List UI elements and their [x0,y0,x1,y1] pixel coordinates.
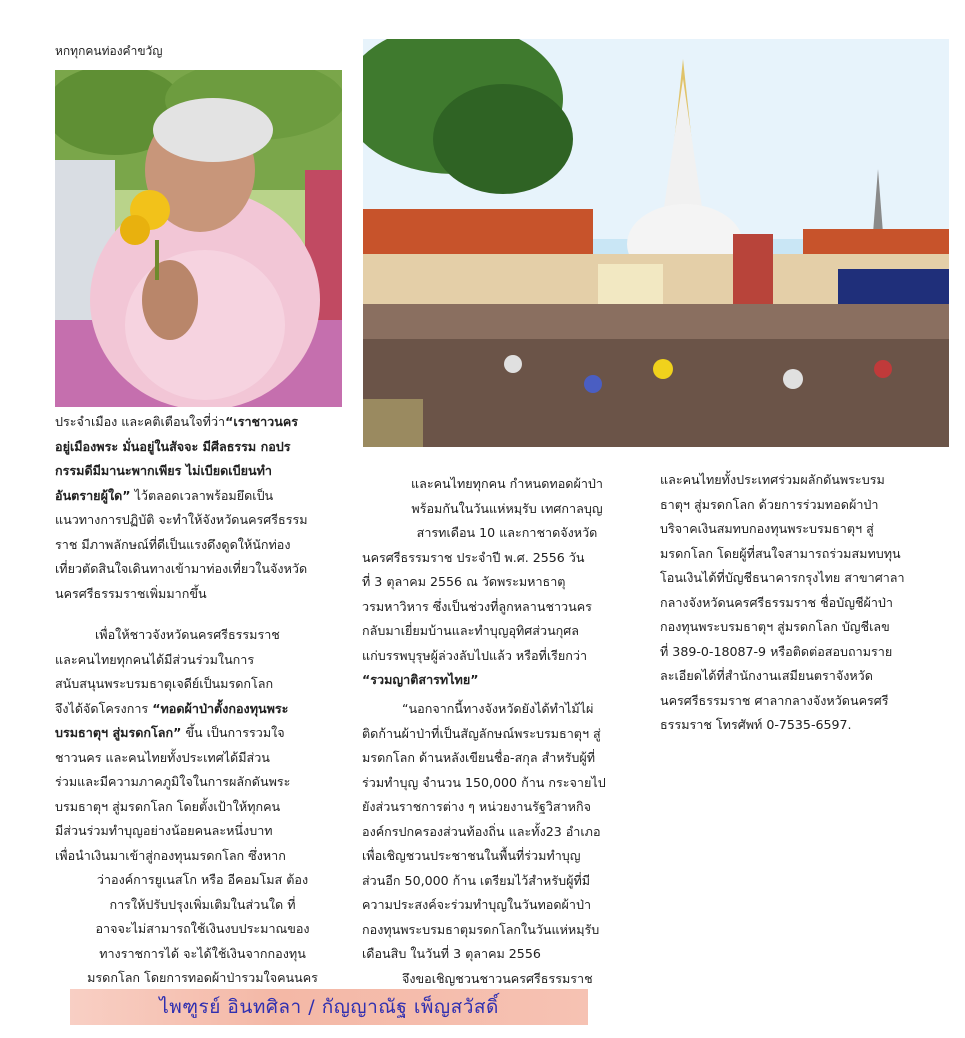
author-byline [70,989,588,1025]
motto-start: “เราชาวนคร [225,414,299,429]
text-line: กลางจังหวัดนครศรีธรรมราช ชื่อบัญชีผ้าป่า [660,594,894,610]
text-line: และคนไทยทั้งประเทศร่วมผลักดันพระบรม [660,472,885,487]
text-line: กองทุนพระบรมธาตุมรดกโลกในวันแห่หมฺรับ [362,921,600,937]
text-line: ไว้ตลอดเวลาพร้อมยึดเป็น [130,487,274,503]
text-line: อาจจะไม่สามารถใช้เงินงบประมาณของ [95,921,310,936]
text-line: ติดก้านผ้าป่าที่เป็นสัญลักษณ์พระบรมธาตุฯ สู่ [362,725,601,741]
text-line: ที่ 389-0-18087-9 หรือติดต่อสอบถามราย [660,643,893,659]
motto-line: อยู่เมืองพระ มั่นอยู่ในสัจจะ มีศีลธรรม กอปร [55,438,291,454]
motto-end: อันตรายผู้ใด” [55,487,131,503]
text-line: เพื่อให้ชาวจังหวัดนครศรีธรรมราช [95,627,280,642]
text-line: ว่าองค์การยูเนสโก หรือ อีคอมโมส ต้อง [96,872,309,887]
text-line: พร้อมกันในวันแห่หมฺรับ เทศกาลบุญ [411,500,603,516]
text-line: นครศรีธรรมราช ศาลากลางจังหวัดนครศรี [660,692,889,708]
column-3 [660,468,955,738]
text-line: เพื่อนำเงินมาเข้าสู่กองทุนมรดกโลก ซึ่งหาก [55,847,286,863]
text-line: บริจาคเงินสมทบกองทุนพระบรมธาตุฯ สู่ [660,521,874,536]
column-2-top [362,472,652,693]
text-line: เดือนสิบ ในวันที่ 3 ตุลาคม 2556 [362,946,541,961]
motto-line: กรรมดีมีมานะพากเพียร ไม่เบียดเบียนทำ [55,463,272,478]
text-line: แก่บรรพบุรุษผู้ล่วงลับไปแล้ว หรือที่เรียกว่า [362,647,588,663]
text-line: และคนไทยทุกคนได้มีส่วนร่วมในการ [55,651,255,667]
column-1-top [55,410,350,606]
byline-text: ไพฑูรย์ อินทศิลา / กัญญาณัฐ เพ็ญสวัสดิ์ [159,996,499,1018]
text-line: องค์กรปกครองส่วนท้องถิ่น และทั้ง23 อำเภอ [362,823,601,839]
text-line: มรดกโลก โดยการทอดผ้าป่ารวมใจคนนคร [87,970,318,985]
project-title: “ทอดผ้าป่าตั้งกองทุนพระ [152,700,289,716]
text-line: จึงขอเชิญชวนชาวนครศรีธรรมราช [402,970,593,986]
text-line: นครศรีธรรมราช ประจำปี พ.ศ. 2556 วัน [362,549,585,565]
text-line: ชาวนคร และคนไทยทั้งประเทศได้มีส่วน [55,749,270,765]
elderly-woman-praying-photo [55,70,342,407]
text-line: โอนเงินได้ที่บัญชีธนาคารกรุงไทย สาขาศาลา [660,570,905,585]
text-line: แนวทางการปฏิบัติ จะทำให้จังหวัดนครศรีธรรม [55,512,308,527]
text-line: เพื่อเชิญชวนประชาชนในพื้นที่ร่วมทำบุญ [362,848,581,863]
text-line: กลับมาเยี่ยมบ้านและทำบุญอุทิศส่วนกุศล [362,623,580,638]
text-line: “นอกจากนี้ทางจังหวัดยังได้ทำไม้ไผ่ [402,701,594,716]
gathering-name: “รวมญาติสารทไทย” [362,672,479,687]
text-line: สนับสนุนพระบรมธาตุเจดีย์เป็นมรดกโลก [55,676,274,691]
text-line: ราช มีภาพลักษณ์ที่ดีเป็นแรงดึงดูดให้นักท่อง [55,536,291,552]
text-line: และคนไทยทุกคน กำหนดทอดผ้าป่า [411,476,603,491]
text-line: ยังส่วนราชการต่าง ๆ หน่วยงานรัฐวิสาหกิจ [362,799,591,814]
text-line: ร่วมทำบุญ จำนวน 150,000 ก้าน กระจายไป [362,774,606,790]
text-line: ทางราชการได้ จะได้ใช้เงินจากกองทุน [99,945,306,961]
section-header: หกทุกคนท่องคำขวัญ [55,44,163,58]
text-line: ละเอียดได้ที่สำนักงานเสมียนตราจังหวัด [660,668,873,683]
text-line: ขึ้น เป็นการรวมใจ [181,725,285,740]
text-line: เที่ยวตัดสินใจเดินทางเข้ามาท่องเที่ยวในจังหวัด [55,561,308,576]
text-line: ที่ 3 ตุลาคม 2556 ณ วัดพระมหาธาตุ [362,574,566,589]
project-title: บรมธาตุฯ สู่มรดกโลก” [55,725,182,740]
temple-crowd-photo [363,39,949,447]
text-line: ส่วนอีก 50,000 ก้าน เตรียมไว้สำหรับผู้ที่มี [362,872,591,888]
column-2-bottom [362,697,652,991]
text-line: จึงได้จัดโครงการ [55,700,149,716]
text-line: บรมธาตุฯ สู่มรดกโลก โดยตั้งเป้าให้ทุกคน [55,798,281,814]
text-line: กองทุนพระบรมธาตุฯ สู่มรดกโลก บัญชีเลข [660,619,890,634]
text-line: สารทเดือน 10 และกาชาดจังหวัด [416,525,598,540]
text-line: มรดกโลก ด้านหลังเขียนชื่อ-สกุล สำหรับผู้ที่ [362,750,596,765]
text-line: ธาตุฯ สู่มรดกโลก ด้วยการร่วมทอดผ้าป่า [660,496,879,512]
text-line: นครศรีธรรมราชเพิ่มมากขึ้น [55,585,207,601]
text-line: มรดกโลก โดยผู้ที่สนใจสามารถร่วมสมทบทุน [660,545,901,561]
text-line: ร่วมและมีความภาคภูมิใจในการผลักดันพระ [55,774,291,789]
text-line: ความประสงค์จะร่วมทำบุญในวันทอดผ้าป่า [362,897,592,912]
text-line: มีส่วนร่วมทำบุญอย่างน้อยคนละหนึ่งบาท [55,823,273,838]
text-line: ธรรมราช โทรศัพท์ 0-7535-6597. [660,717,852,732]
column-1-bottom [55,623,350,991]
text-line: วรมหาวิหาร ซึ่งเป็นช่วงที่ลูกหลานชาวนคร [362,598,592,614]
text-line: การให้ปรับปรุงเพิ่มเติมในส่วนใด ที่ [109,896,296,912]
text-line: ประจำเมือง และคติเตือนใจที่ว่า [55,414,226,429]
